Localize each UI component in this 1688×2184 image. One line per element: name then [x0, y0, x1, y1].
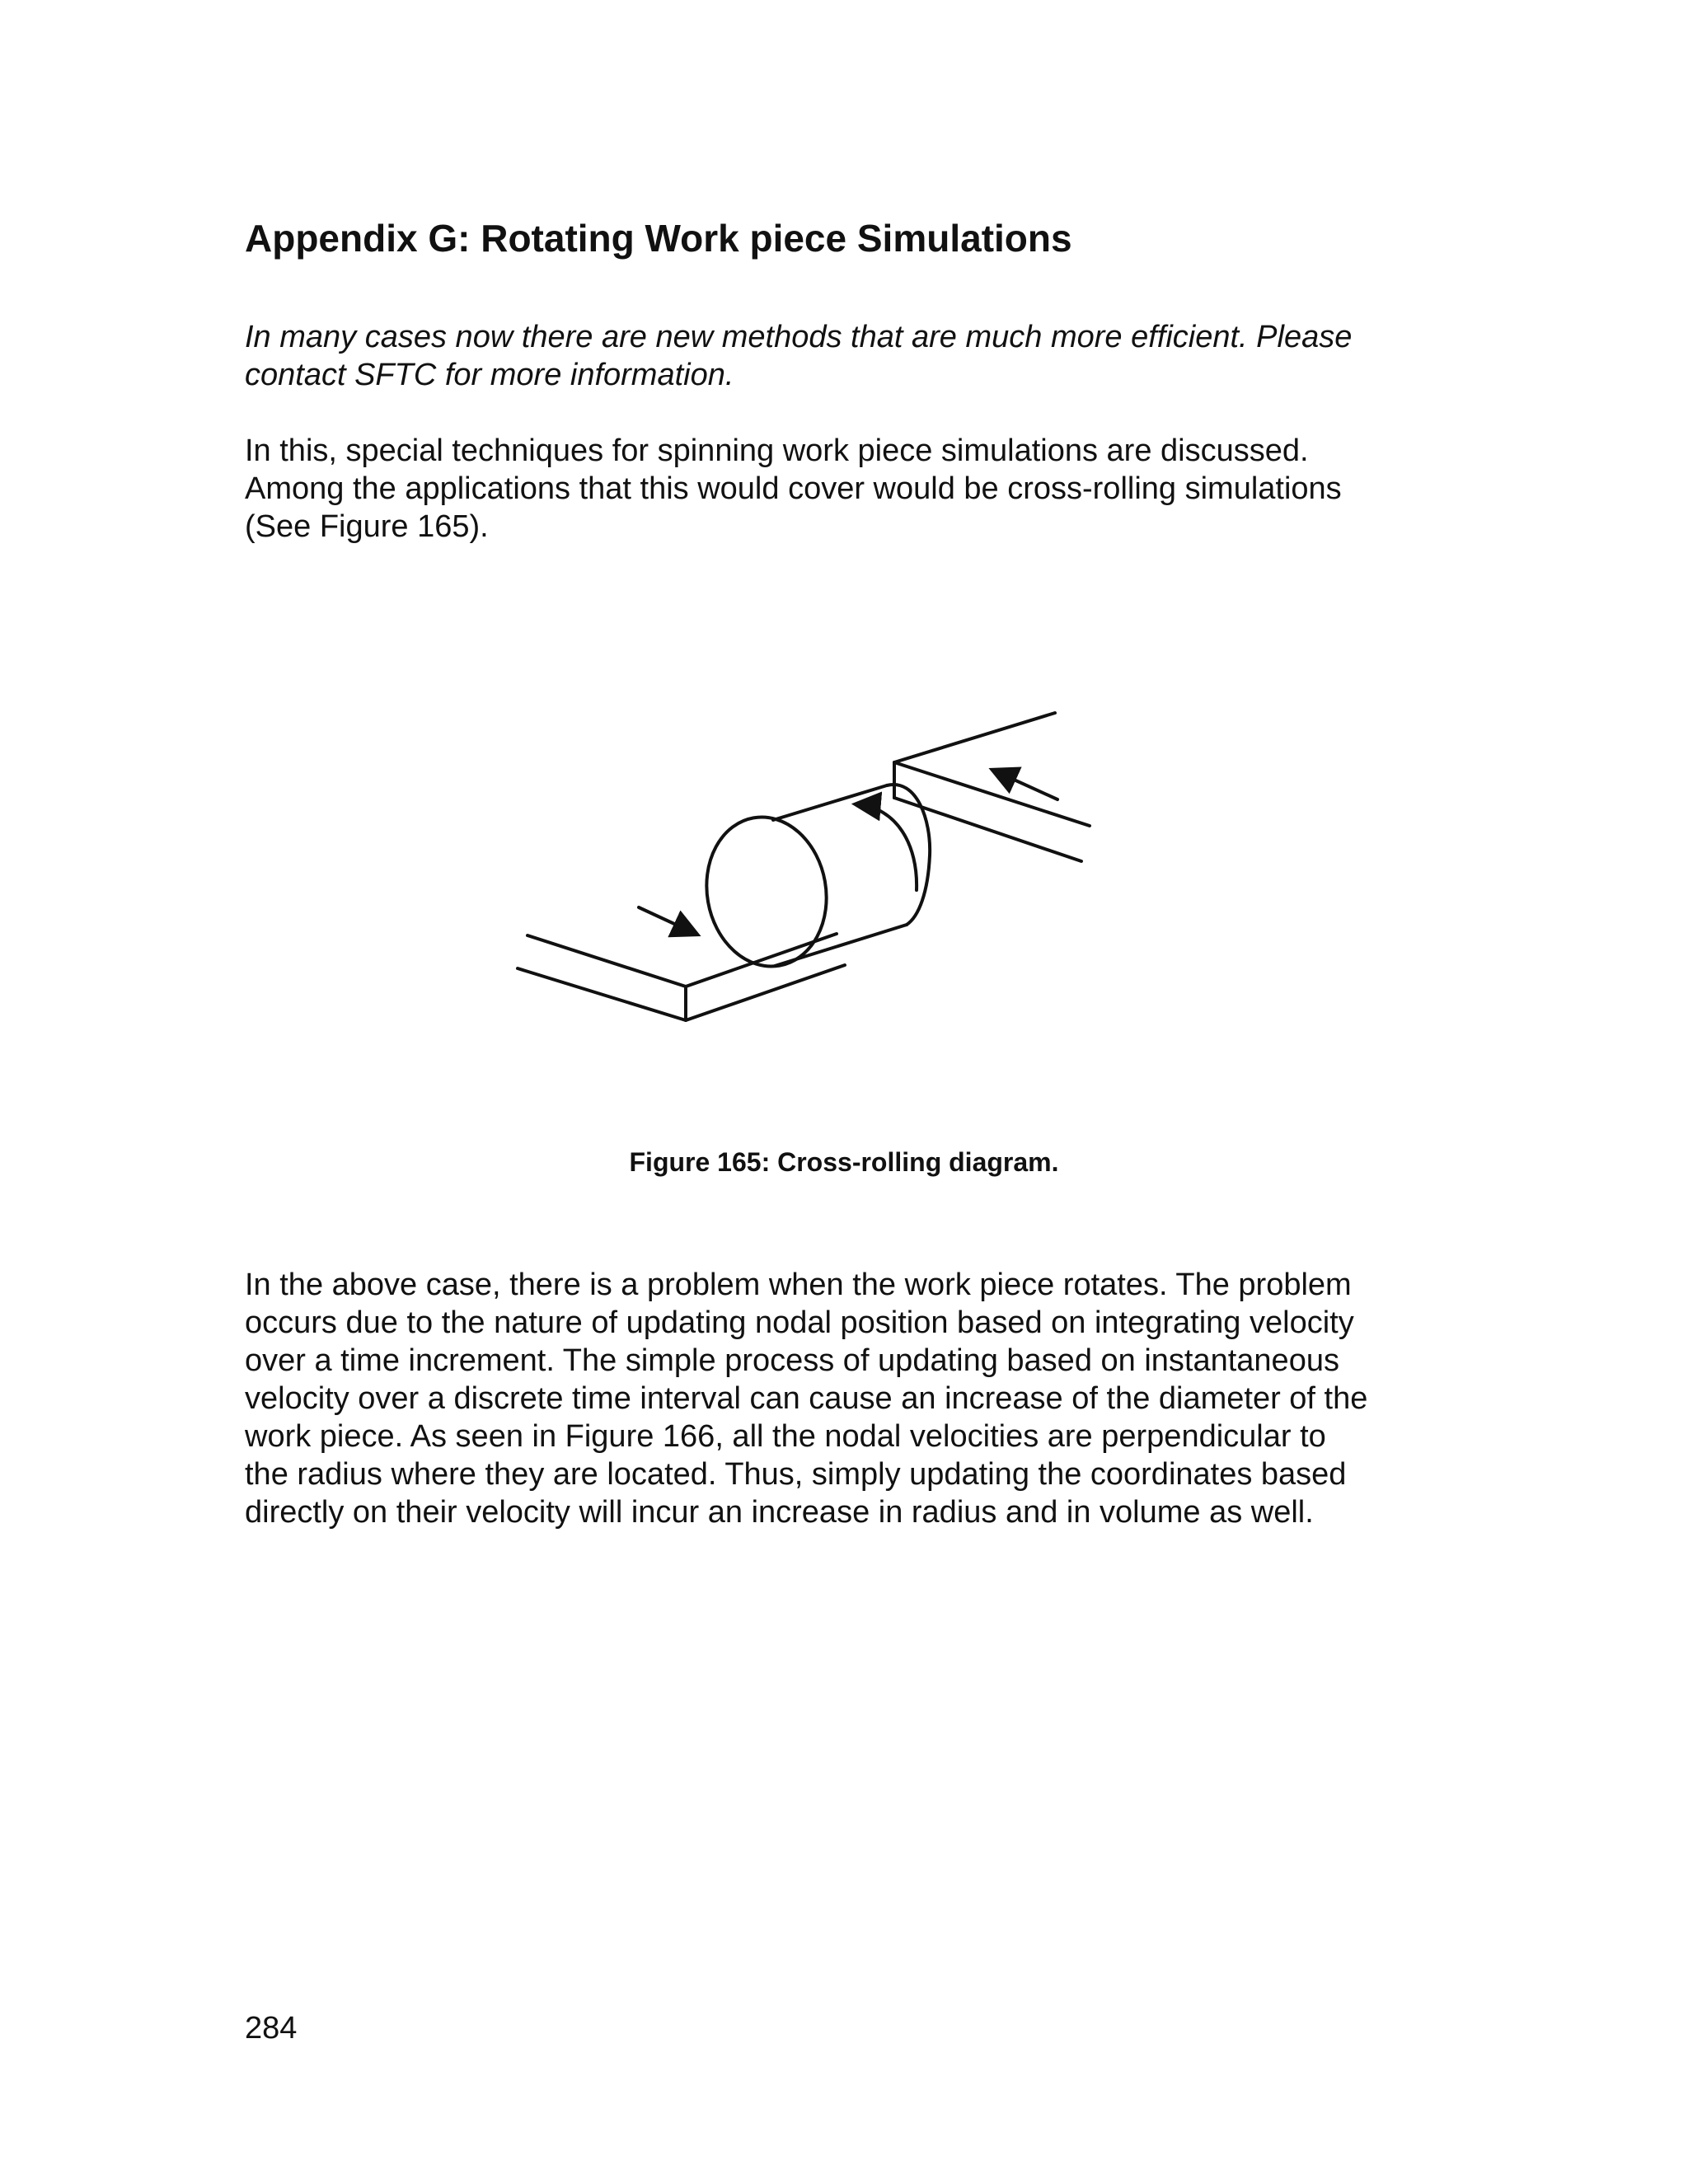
intro-line: Among the applications that this would cover would be cross-rolling simulations — [245, 471, 1342, 506]
cross-rolling-diagram — [495, 701, 1121, 1047]
note-paragraph — [245, 318, 1448, 394]
figure-caption: Figure 165: Cross-rolling diagram. — [629, 1147, 1059, 1177]
appendix-heading: Appendix G: Rotating Work piece Simulations — [245, 217, 1072, 260]
problem-line: occurs due to the nature of updating nodal position based on integrating velocity — [245, 1305, 1354, 1340]
problem-line: directly on their velocity will incur an increase in radius and in volume as well. — [245, 1495, 1314, 1530]
problem-paragraph — [245, 1266, 1448, 1531]
problem-line: over a time increment. The simple process of updating based on instantaneous — [245, 1343, 1339, 1378]
problem-line: work piece. As seen in Figure 166, all the nodal velocities are perpendicular to — [245, 1419, 1326, 1454]
page-number: 284 — [245, 2011, 298, 2046]
problem-line: velocity over a discrete time interval can cause an increase of the diameter of the — [245, 1381, 1368, 1416]
intro-line: In this, special techniques for spinning work piece simulations are discussed. — [245, 434, 1309, 468]
problem-line: In the above case, there is a problem when the work piece rotates. The problem — [245, 1268, 1352, 1302]
intro-line: (See Figure 165). — [245, 509, 489, 544]
upper-die-motion-arrow — [994, 771, 1057, 799]
problem-line: the radius where they are located. Thus, simply updating the coordinates based — [245, 1457, 1347, 1492]
upper-die — [894, 713, 1090, 861]
lower-die-motion-arrow — [639, 907, 696, 934]
lower-die — [518, 934, 845, 1020]
rotation-arrow — [857, 804, 917, 890]
note-line: In many cases now there are new methods that are much more efficient. Please — [245, 320, 1353, 354]
cylinder-work-piece — [695, 785, 930, 976]
note-line: contact SFTC for more information. — [245, 358, 734, 392]
intro-paragraph — [245, 432, 1448, 546]
